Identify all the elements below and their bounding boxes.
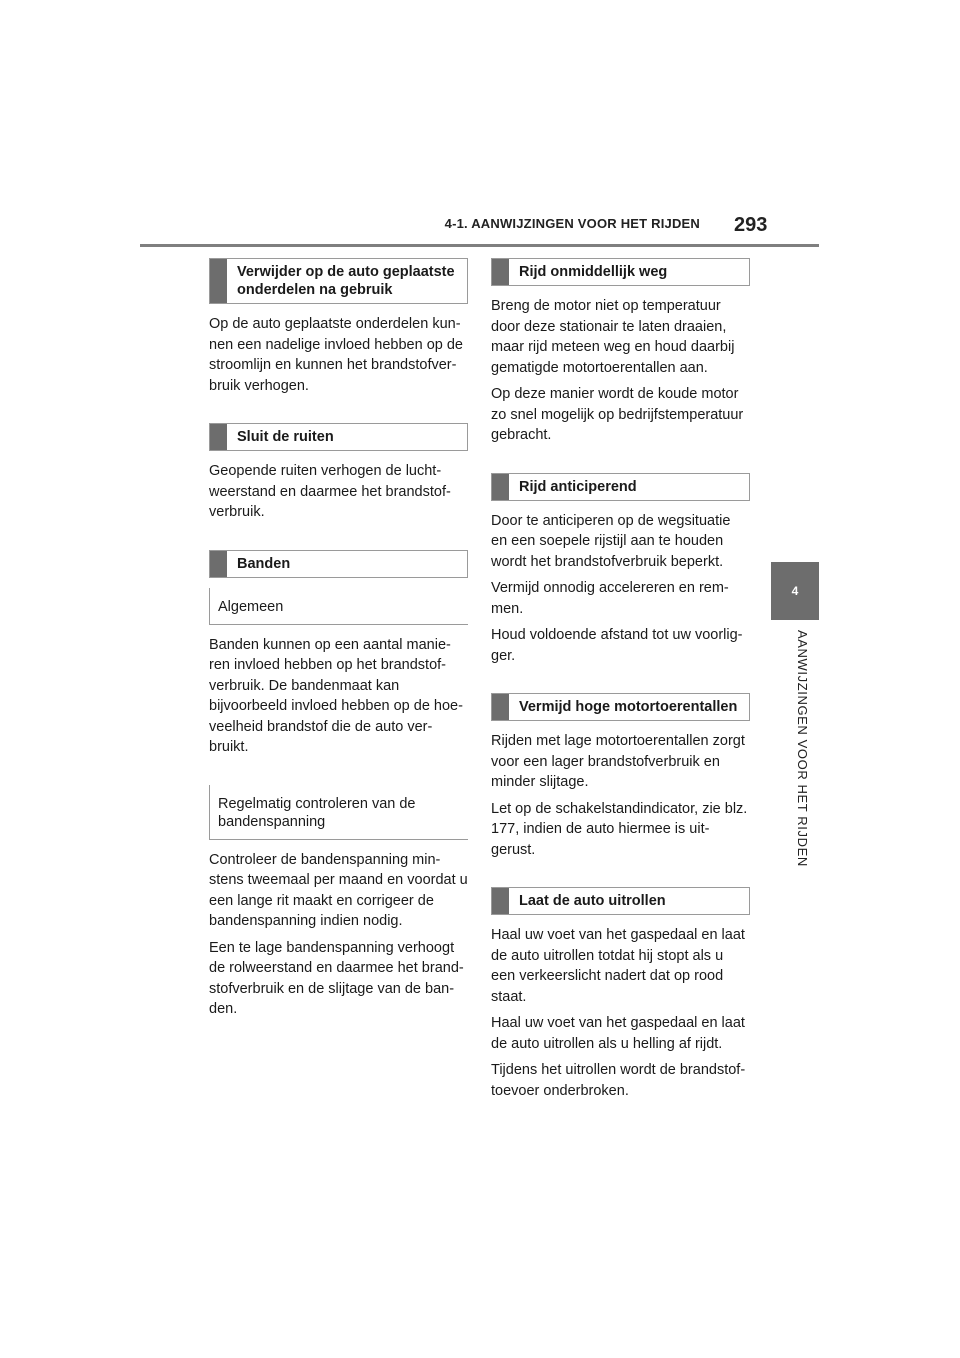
heading-text: Verwijder op de auto geplaatste onderdelen na gebruik xyxy=(237,264,455,298)
heading-text: Laat de auto uitrollen xyxy=(519,893,666,909)
heading-text: Rijd onmiddellijk weg xyxy=(519,264,668,280)
paragraph: Controleer de bandenspanning min-stens tweemaal per maand en voordat u een lange rit maakt en corrigeer de bandenspanning indien nodig. xyxy=(209,851,468,929)
chapter-tab-number: 4 xyxy=(791,584,799,598)
left-column xyxy=(209,258,468,1026)
page-number: 293 xyxy=(734,214,768,236)
right-column xyxy=(491,258,750,1107)
heading-bar xyxy=(210,551,227,577)
paragraph: Door te anticiperen op de wegsituatie en een soepele rijstijl aan te houden wordt het brandstofverbruik beperkt. xyxy=(491,512,731,570)
section-heading xyxy=(491,473,750,501)
section-heading xyxy=(491,887,750,915)
section-heading xyxy=(209,258,468,304)
paragraph: Houd voldoende afstand tot uw voorlig-ger. xyxy=(491,627,743,664)
section-heading xyxy=(209,550,468,578)
subsection-heading: Regelmatig controleren van de bandenspanning xyxy=(209,785,468,840)
heading-text: Banden xyxy=(237,555,291,572)
paragraph: Rijden met lage motortoerentallen zorgt voor een lager brandstofverbruik en minder slijtage. xyxy=(491,733,745,790)
paragraph: Een te lage bandenspanning verhoogt de rolweerstand en daarmee het brand-stofverbruik en de slijtage van de ban-den. xyxy=(209,939,464,1017)
paragraph: Banden kunnen op een aantal manie-ren invloed hebben op het brandstof-verbruik. De bandenmaat kan bijvoorbeeld invloed hebben op de hoe-veelheid brandstof die de auto ver-bruikt. xyxy=(209,636,463,755)
heading-bar xyxy=(492,474,509,500)
section-header-title: 4-1. AANWIJZINGEN VOOR HET RIJDEN xyxy=(444,216,700,231)
paragraph: Breng de motor niet op temperatuur door deze stationair te laten draaien, maar rijd meteen weg en houd daarbij gematigde motortoerentallen aan. xyxy=(491,298,735,376)
paragraph: Let op de schakelstandindicator, zie blz. 177, indien de auto hiermee is uit-gerust. xyxy=(491,800,748,858)
paragraph: Tijdens het uitrollen wordt de brandstof-toevoer onderbroken. xyxy=(491,1062,746,1099)
subsection-heading: Algemeen xyxy=(209,588,468,625)
paragraph: Haal uw voet van het gaspedaal en laat de auto uitrollen als u helling af rijdt. xyxy=(491,1015,745,1052)
heading-bar xyxy=(492,259,509,285)
heading-text: Sluit de ruiten xyxy=(237,429,334,445)
paragraph: Vermijd onnodig accelereren en rem-men. xyxy=(491,580,729,617)
paragraph: Op deze manier wordt de koude motor zo snel mogelijk op bedrijfstemperatuur gebracht. xyxy=(491,386,744,443)
heading-text: Rijd anticiperend xyxy=(519,478,637,495)
paragraph: Op de auto geplaatste onderdelen kun-nen een nadelige invloed hebben op de stroomlijn en kunnen het brandstofver-bruik verhogen. xyxy=(209,316,463,394)
heading-text: Vermijd hoge motortoerentallen xyxy=(519,699,738,715)
header-rule xyxy=(140,244,819,247)
chapter-tab xyxy=(771,562,819,620)
heading-bar xyxy=(492,694,509,720)
chapter-side-label: AANWIJZINGEN VOOR HET RIJDEN xyxy=(795,630,810,867)
paragraph: Geopende ruiten verhogen de lucht-weerstand en daarmee het brandstof-verbruik. xyxy=(209,463,451,520)
section-heading xyxy=(491,693,750,721)
heading-bar xyxy=(210,259,227,303)
heading-bar xyxy=(492,888,509,914)
section-heading xyxy=(491,258,750,286)
heading-bar xyxy=(210,424,227,450)
paragraph: Haal uw voet van het gaspedaal en laat de auto uitrollen totdat hij stopt als u een verkeerslicht nadert dat op rood staat. xyxy=(491,927,745,1005)
section-heading xyxy=(209,423,468,451)
